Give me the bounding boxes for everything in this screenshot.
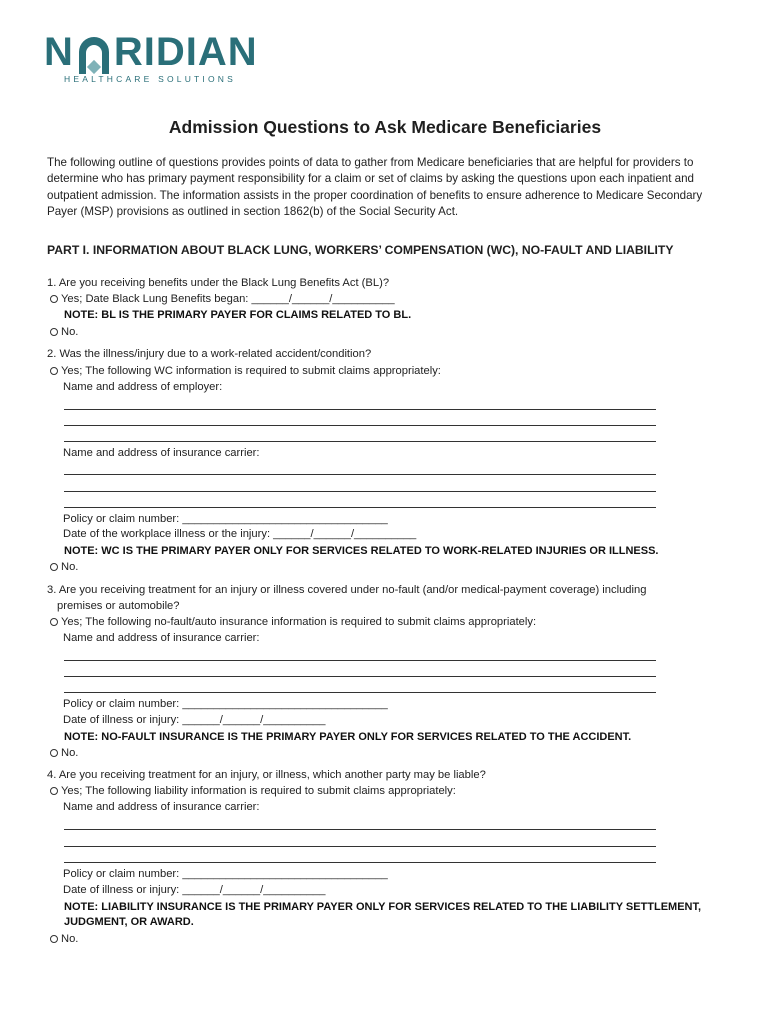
q4-note: NOTE: LIABILITY INSURANCE IS THE PRIMARY PAYER ONLY FOR SERVICES RELATED TO THE LIABILITY SETTLEMENT, [64,901,702,913]
q2-carrier-label: Name and address of insurance carrier: [63,447,260,459]
q2-carrier-line-1[interactable] [64,474,656,475]
q3-no-option[interactable] [50,746,78,760]
logo-wordmark [44,30,258,74]
q2-policy-field[interactable]: Policy or claim number: _________________________________ [63,513,388,525]
q2-employer-label: Name and address of employer: [63,381,223,393]
q1-no-option[interactable] [50,325,78,339]
part1-heading: PART I. INFORMATION ABOUT BLACK LUNG, WORKERS’ COMPENSATION (WC), NO-FAULT AND LIABILITY [47,243,674,257]
q4-date-field[interactable]: Date of illness or injury: ______/______/__________ [63,884,326,896]
q4-policy-field[interactable]: Policy or claim number: _________________________________ [63,868,388,880]
q2-question: 2. Was the illness/injury due to a work-related accident/condition? [47,348,372,360]
q4-carrier-line-3[interactable] [64,862,656,863]
q2-date-field[interactable]: Date of the workplace illness or the injury: ______/______/__________ [63,528,417,540]
q2-note: NOTE: WC IS THE PRIMARY PAYER ONLY FOR SERVICES RELATED TO WORK-RELATED INJURIES OR ILLNESS. [64,545,659,557]
q4-question: 4. Are you receiving treatment for an injury, or illness, which another party may be liable? [47,769,486,781]
q1-yes-option[interactable] [50,292,395,306]
q1-yes-label: Yes; Date Black Lung Benefits began: ______/______/__________ [61,293,395,305]
q1-no-label: No. [61,326,79,338]
q3-yes-option[interactable] [50,615,536,629]
q2-employer-line-1[interactable] [64,409,656,410]
q2-carrier-line-2[interactable] [64,491,656,492]
q3-carrier-line-2[interactable] [64,676,656,677]
q2-yes-label: Yes; The following WC information is required to submit claims appropriately: [61,365,441,377]
radio-icon[interactable] [50,295,58,303]
q4-carrier-label: Name and address of insurance carrier: [63,801,260,813]
radio-icon[interactable] [50,787,58,795]
page-title: Admission Questions to Ask Medicare Beneficiaries [168,117,602,137]
q4-yes-option[interactable] [50,784,456,798]
noridian-logo [44,30,258,86]
q3-question: 3. Are you receiving treatment for an injury or illness covered under no-fault (and/or medical-payment coverage) including [47,584,647,596]
radio-icon[interactable] [50,935,58,943]
logo-letter-n: N [44,30,74,74]
q1-note: NOTE: BL IS THE PRIMARY PAYER FOR CLAIMS RELATED TO BL. [64,309,412,321]
q4-carrier-line-1[interactable] [64,829,656,830]
logo-o-icon [75,34,113,74]
q4-no-option[interactable] [50,932,78,946]
q4-carrier-line-2[interactable] [64,846,656,847]
q2-employer-line-3[interactable] [64,441,656,442]
q2-employer-line-2[interactable] [64,425,656,426]
q4-yes-label: Yes; The following liability information is required to submit claims appropriately: [61,785,456,797]
q3-date-field[interactable]: Date of illness or injury: ______/______/__________ [63,714,326,726]
q2-no-label: No. [61,561,79,573]
q3-carrier-line-1[interactable] [64,660,656,661]
intro-paragraph: The following outline of questions provides points of data to gather from Medicare beneficiaries that are helpful for providers to determine who has primary payment responsibility for a claim or set of claims by asking the questions upon each inpatient and outpatient admission. The information assists in the proper coordination of benefits to ensure adherence to Medicare Secondary Payer (MSP) provisions as outlined in section 1862(b) of the Social Security Act. [47,156,703,219]
q3-policy-field[interactable]: Policy or claim number: _________________________________ [63,698,388,710]
q3-no-label: No. [61,747,79,759]
q3-carrier-label: Name and address of insurance carrier: [63,632,260,644]
q3-question-cont: premises or automobile? [57,600,180,612]
logo-letters-ridian: RIDIAN [113,30,258,74]
radio-icon[interactable] [50,749,58,757]
q2-carrier-line-3[interactable] [64,507,656,508]
radio-icon[interactable] [50,328,58,336]
q2-yes-option[interactable] [50,364,441,378]
logo-tagline: HEALTHCARE SOLUTIONS [64,74,237,84]
q3-note: NOTE: NO-FAULT INSURANCE IS THE PRIMARY PAYER ONLY FOR SERVICES RELATED TO THE ACCIDENT. [64,731,632,743]
q3-yes-label: Yes; The following no-fault/auto insurance information is required to submit claims appropriately: [61,616,537,628]
radio-icon[interactable] [50,563,58,571]
radio-icon[interactable] [50,367,58,375]
q3-carrier-line-3[interactable] [64,692,656,693]
q2-no-option[interactable] [50,560,78,574]
q4-note-cont: JUDGMENT, OR AWARD. [64,916,194,928]
q4-no-label: No. [61,933,79,945]
q1-question: 1. Are you receiving benefits under the Black Lung Benefits Act (BL)? [47,277,390,289]
radio-icon[interactable] [50,618,58,626]
